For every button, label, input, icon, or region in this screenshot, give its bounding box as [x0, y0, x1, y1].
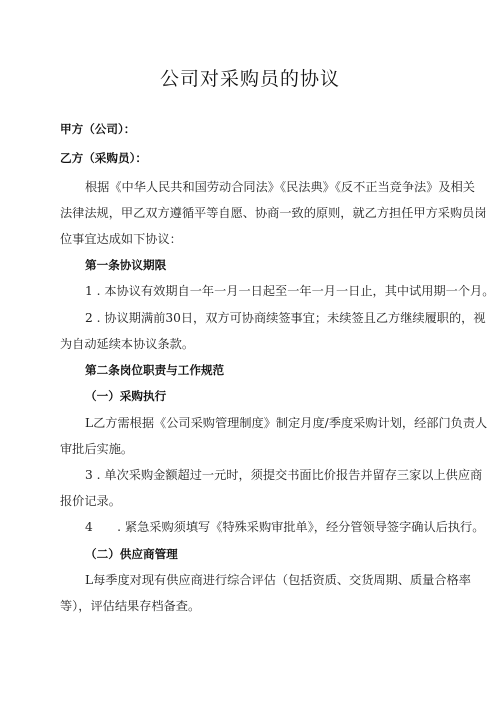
subsection-1-item-1-line-2: 审批后实施。 [60, 442, 134, 456]
document-title: 公司对采购员的协议 [159, 68, 340, 90]
party-b-label: 乙方（采购员）： [60, 151, 147, 165]
subsection-1-item-3-line-2: 报价记录。 [60, 494, 121, 508]
party-a-label: 甲方（公司）： [60, 122, 136, 136]
section-2-heading: 第二条岗位职责与工作规范 [85, 363, 225, 377]
intro-line-3: 位事宜达成如下协议： [60, 232, 182, 246]
subsection-1-heading: （一）采购执行 [85, 389, 167, 403]
section-1-item-1: 1 . 本协议有效期自一年一月一日起至一年一月一日止，其中试用期一个月。 [85, 284, 495, 298]
subsection-1-item-4: 4 . 紧急采购须填写《特殊采购审批单》，经分管领导签字确认后执行。 [85, 520, 485, 534]
intro-line-1: 根据《中华人民共和国劳动合同法》《民法典》《反不正当竞争法》及相关 [85, 180, 475, 194]
subsection-2-item-1-line-2: 等），评估结果存档备查。 [60, 599, 201, 613]
subsection-1-item-3-line-1: 3 . 单次采购金额超过一元时，须提交书面比价报告并留存三家以上供应商 [85, 468, 483, 482]
section-1-item-2-line-1: 2 . 协议期满前30日，双方可协商续签事宜；未续签且乙方继续履职的，视 [85, 311, 486, 325]
subsection-2-heading: （二）供应商管理 [85, 547, 178, 561]
section-1-item-2-line-2: 为自动延续本协议条款。 [60, 337, 195, 351]
intro-line-2: 法律法规，甲乙双方遵循平等自愿、协商一致的原则，就乙方担任甲方采购员岗 [60, 206, 487, 220]
subsection-2-item-1-line-1: L每季度对现有供应商进行综合评估（包括资质、交货周期、质量合格率 [85, 573, 471, 587]
section-1-heading: 第一条协议期限 [85, 258, 167, 272]
subsection-1-item-1-line-1: L乙方需根据《公司采购管理制度》制定月度/季度采购计划，经部门负责人 [85, 416, 488, 430]
